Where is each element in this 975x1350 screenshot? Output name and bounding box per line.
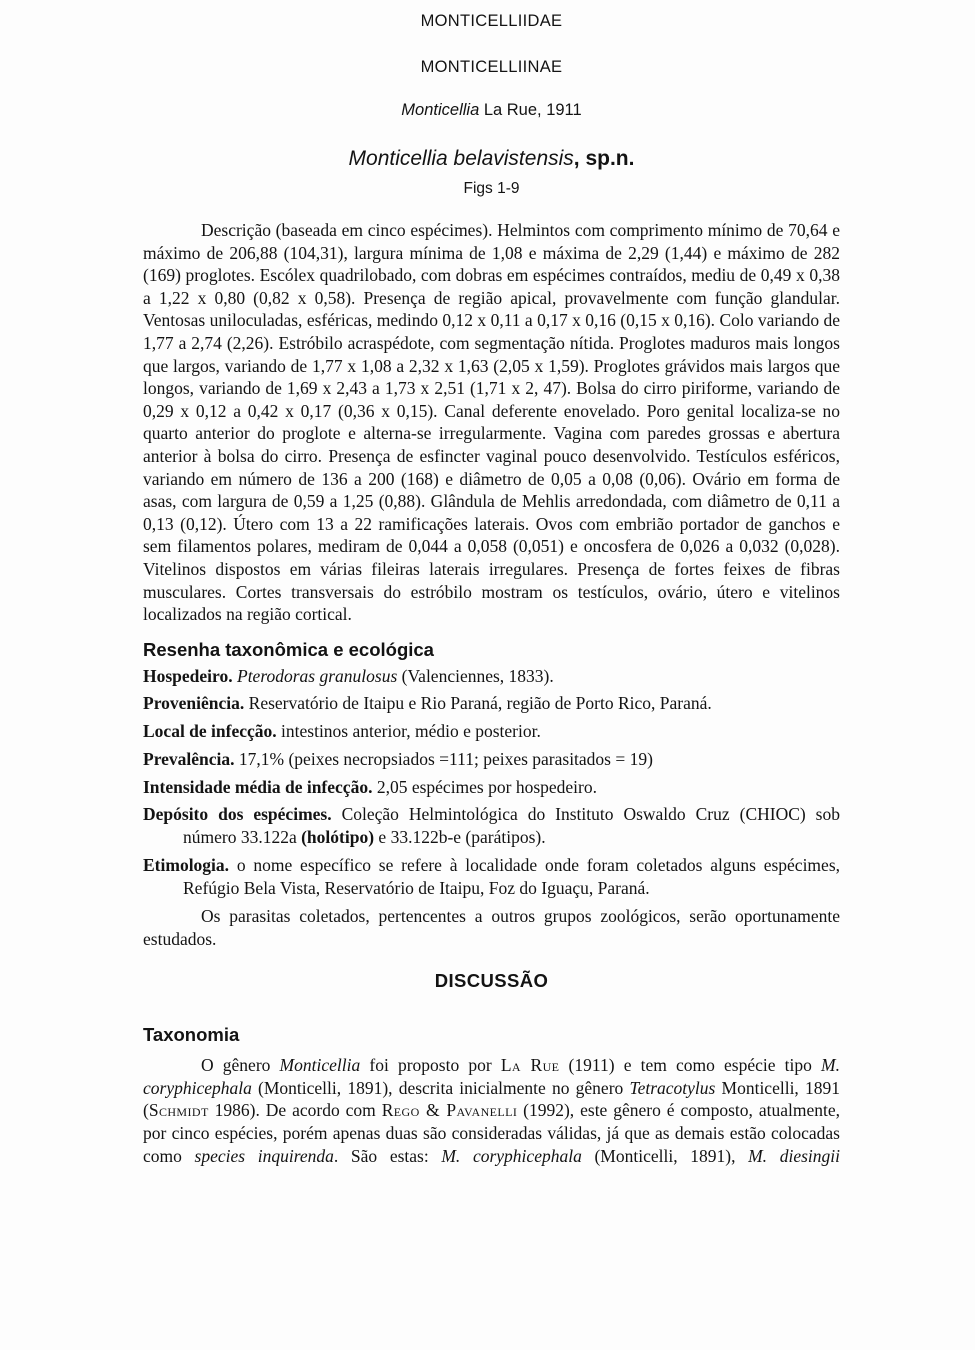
genus-authority-line: Monticellia La Rue, 1911 bbox=[401, 101, 582, 119]
entry-prevalencia: Prevalência. 17,1% (peixes necropsiados =111; peixes parasitados = 19) bbox=[143, 748, 653, 769]
subfamily-name: MONTICELLIINAE bbox=[420, 58, 563, 76]
taxonomy-entries bbox=[143, 665, 840, 901]
entry-proveniencia: Proveniência. Reservatório de Itaipu e Rio Paraná, região de Porto Rico, Paraná. bbox=[143, 693, 712, 714]
section-heading-discussao: DISCUSSÃO bbox=[434, 970, 549, 992]
header-block bbox=[143, 12, 840, 198]
entry-hospedeiro: Hospedeiro. Pterodoras granulosus (Valenciennes, 1833). bbox=[143, 665, 554, 686]
taxonomy-paragraph: O gênero Monticellia foi proposto por La Rue (1911) e tem como espécie tipo M. coryphicephala (Monticelli, 1891), descrita inicialmente no gênero Tetracotylus Monticelli, 1891 (Schmidt 1986). De acordo com Rego & Pavanelli (1992), este gênero é composto, atualmente, por cinco espécies, porém apenas duas são consideradas válidas, já que as demais estão colocadas como species inquirenda. São estas: M. coryphicephala (Monticelli, 1891), M. diesingii bbox=[143, 1055, 840, 1166]
description-paragraph: Descrição (baseada em cinco espécimes). Helmintos com comprimento mínimo de 70,64 e máximo de 206,88 (104,31), largura mínima de 1,08 e máxima de 2,29 (1,44) e máximo de 282 (169) proglotes. Escólex quadrilobado, com dobras em espécimes contraídos, mediu de 0,49 x 0,38 a 1,22 x 0,80 (0,82 x 0,58). Presença de região apical, provavelmente com função glandular. Ventosas uniloculadas, esféricas, medindo 0,12 x 0,11 a 0,17 x 0,16 (0,15 x 0,16). Colo variando de 1,77 a 2,74 (2,26). Estróbilo acraspédote, com segmentação nítida. Proglotes maduros mais longos que largos, variando de 1,77 x 1,08 a 2,32 x 1,63 (2,05 x 1,59). Proglotes grávidos mais largos que longos, variando de 1,69 x 2,43 a 1,73 x 2,51 (1,71 x 2, 47). Bolsa do cirro piriforme, variando de 0,29 x 0,12 a 0,42 x 0,17 (0,36 x 0,15). Canal deferente enovelado. Poro genital localiza-se no quarto anterior do proglote e alterna-se irregularmente. Vagina com paredes grossas e abertura anterior à bolsa do cirro. Presença de esfincter vaginal pouco desenvolvido. Testículos esféricos, variando em número de 136 a 200 (168) e diâmetro de 0,05 a 0,08 (0,06). Ovário em forma de asas, com largura de 0,59 a 1,25 (0,88). Glândula de Mehlis arredondada, com diâmetro de 0,11 a 0,13 (0,12). Útero com 13 a 22 ramificações laterais. Ovos com embrião portador de ganchos e sem filamentos polares, mediram de 0,044 a 0,058 (0,051) e oncosfera de 0,026 a 0,032 (0,028). Vitelinos dispostos em várias fileiras laterais irregulares. Presença de fortes feixes de fibras musculares. Cortes transversais do estróbilo mostram os testículos, ovário, útero e vitelinos localizados na região cortical. bbox=[143, 220, 840, 625]
closing-paragraph: Os parasitas coletados, pertencentes a outros grupos zoológicos, serão oportunamente estudados. bbox=[143, 906, 840, 949]
entry-local-de-infeccao: Local de infecção. intestinos anterior, médio e posterior. bbox=[143, 721, 541, 742]
section-heading-resenha: Resenha taxonômica e ecológica bbox=[143, 638, 434, 660]
species-title: Monticellia belavistensis, sp.n. bbox=[348, 147, 635, 170]
figures-reference: Figs 1-9 bbox=[463, 180, 520, 197]
document-page bbox=[143, 0, 840, 1167]
subsection-heading-taxonomia: Taxonomia bbox=[143, 1024, 240, 1046]
entry-intensidade-media: Intensidade média de infecção. 2,05 espécimes por hospedeiro. bbox=[143, 776, 597, 797]
entry-etimologia: Etimologia. o nome específico se refere à localidade onde foram coletados alguns espécimes, Refúgio Bela Vista, Reservatório de Itaipu, Foz do Iguaçu, Paraná. bbox=[143, 855, 841, 899]
entry-deposito-dos-especimes: Depósito dos espécimes. Coleção Helmintológica do Instituto Oswaldo Cruz (CHIOC) sob número 33.122a (holótipo) e 33.122b-e (parátipos). bbox=[143, 804, 840, 848]
family-name: MONTICELLIIDAE bbox=[420, 12, 563, 30]
